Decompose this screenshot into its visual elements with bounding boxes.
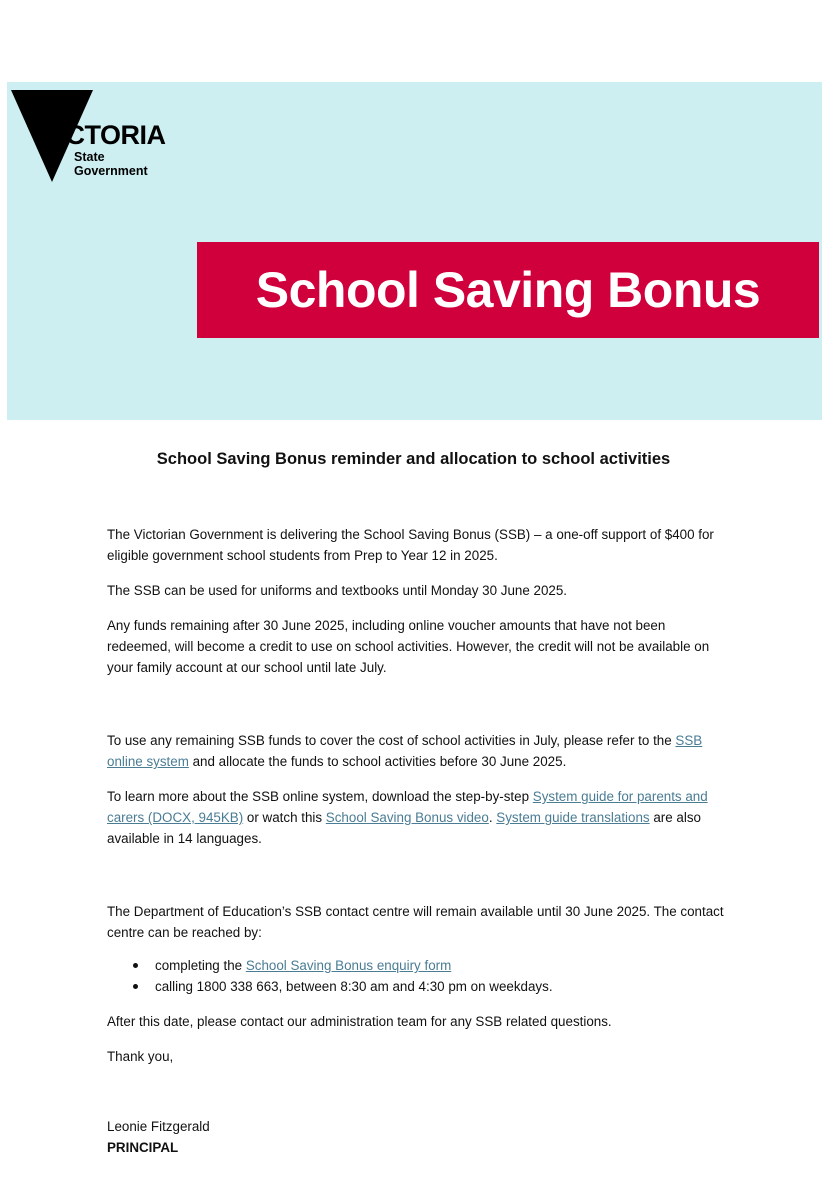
- paragraph-after-date: After this date, please contact our administration team for any SSB related questions.: [107, 1014, 612, 1029]
- paragraph-thanks: Thank you,: [107, 1049, 174, 1064]
- text-segment: or watch this: [243, 810, 326, 825]
- text-segment: To use any remaining SSB funds to cover the cost of school activities in July, please refer to the: [107, 733, 676, 748]
- header-banner: [7, 82, 822, 420]
- ssb-online-system-link[interactable]: SSB online system: [107, 733, 703, 769]
- body-block-2: [107, 730, 727, 849]
- page-heading: School Saving Bonus reminder and allocation to school activities: [156, 450, 671, 468]
- body-block-3: [107, 901, 727, 1067]
- list-item: [107, 955, 727, 976]
- paragraph-usage: The SSB can be used for uniforms and textbooks until Monday 30 June 2025.: [107, 583, 568, 598]
- ssb-video-link[interactable]: School Saving Bonus video: [325, 810, 489, 825]
- text-segment: To learn more about the SSB online system, download the step-by-step: [107, 789, 533, 804]
- text-segment: .: [488, 810, 497, 825]
- paragraph-contact-centre: The Department of Education’s SSB contact centre will remain available until 30 June 2025. The contact centre can be reached by:: [107, 904, 724, 940]
- paragraph-intro: The Victorian Government is delivering the School Saving Bonus (SSB) – a one-off support of $400 for eligible government school students from Prep to Year 12 in 2025.: [107, 527, 714, 563]
- text-segment: completing the: [155, 958, 246, 973]
- victoria-government-logo: [11, 90, 181, 182]
- system-guide-link[interactable]: System guide for parents and carers (DOCX, 945KB): [107, 789, 708, 825]
- paragraph-online-system: [107, 730, 727, 772]
- banner-title: School Saving Bonus: [197, 242, 819, 338]
- logo-wordmark: VICTORIA: [41, 120, 166, 150]
- enquiry-form-link[interactable]: School Saving Bonus enquiry form: [245, 958, 452, 973]
- text-segment: and allocate the funds to school activities before 30 June 2025.: [188, 754, 567, 769]
- system-guide-translations-link[interactable]: System guide translations: [496, 810, 650, 825]
- signature-name: Leonie Fitzgerald: [107, 1119, 210, 1134]
- signature-title: PRINCIPAL: [107, 1140, 179, 1155]
- body-block-1: [107, 524, 727, 678]
- paragraph-remaining-funds: Any funds remaining after 30 June 2025, including online voucher amounts that have not been redeemed, will become a credit to use on school activities. However, the credit will not be available on your family account at our school until late July.: [107, 618, 710, 675]
- list-item: calling 1800 338 663, between 8:30 am and 4:30 pm on weekdays.: [107, 976, 727, 997]
- signature-block: [107, 1116, 727, 1158]
- text-segment: are also available in 14 languages.: [107, 810, 701, 846]
- logo-line-state: State: [74, 150, 105, 164]
- paragraph-learn-more: [107, 786, 727, 849]
- contact-list: [107, 955, 727, 997]
- logo-line-government: Government: [74, 164, 148, 178]
